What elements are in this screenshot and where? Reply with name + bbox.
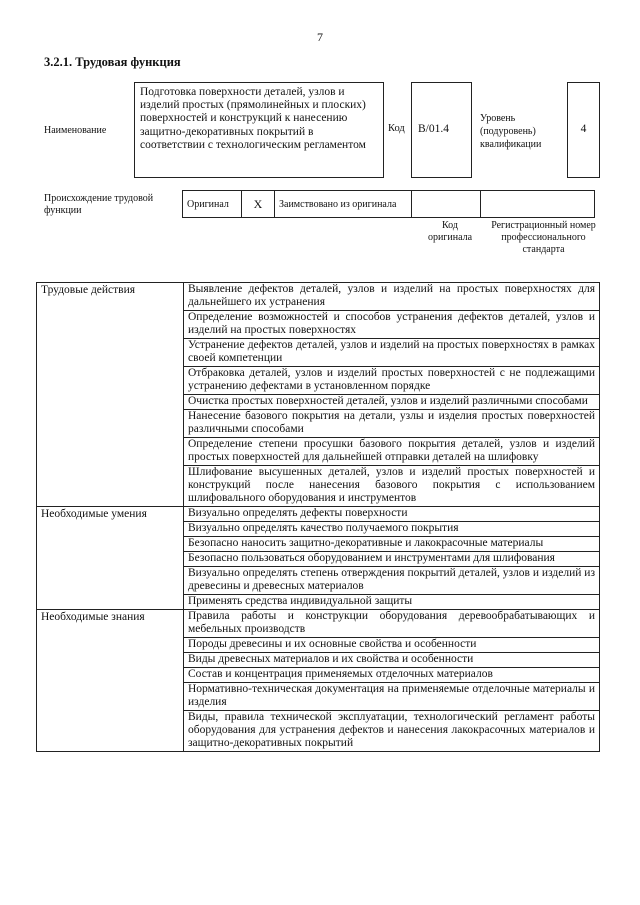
- caption-original-code: Код оригинала: [427, 220, 473, 243]
- caption-registration-number: Регистрационный номер профессионального стандарта: [491, 220, 596, 255]
- origin-label-text: Происхождение трудовой функции: [44, 193, 154, 216]
- name-label: Наименование: [44, 125, 107, 136]
- level-label: [480, 112, 558, 151]
- function-content-table: [36, 282, 600, 752]
- borrowed-label-cell: Заимствовано из оригинала: [275, 191, 412, 218]
- section-item-cell: Применять средства индивидуальной защиты: [184, 595, 600, 610]
- section-item-cell: Нанесение базового покрытия на детали, узлы и изделия простых поверхностей различными способами: [184, 410, 600, 438]
- section-title-cell: Необходимые знания: [37, 610, 184, 752]
- section-item-cell: Очистка простых поверхностей деталей, узлов и изделий различными способами: [184, 395, 600, 410]
- table-row: [37, 507, 600, 522]
- function-content-body: [37, 283, 600, 752]
- original-label-cell: Оригинал: [183, 191, 242, 218]
- section-item-cell: Виды древесных материалов и их свойства и особенности: [184, 653, 600, 668]
- section-item-cell: Правила работы и конструкции оборудования деревообрабатывающих и мебельных производств: [184, 610, 600, 638]
- section-title: 3.2.1. Трудовая функция: [44, 55, 181, 69]
- section-item-cell: Выявление дефектов деталей, узлов и изделий на простых поверхностях для дальнейшего их устранения: [184, 283, 600, 311]
- section-item-cell: Виды, правила технической эксплуатации, технологический регламент работы оборудования для устранения дефектов и нанесения лакокрасочных материалов и защитно-декоративных покрытий: [184, 711, 600, 752]
- level-value-box: 4: [567, 82, 600, 178]
- section-title-cell: Необходимые умения: [37, 507, 184, 610]
- section-item-cell: Состав и концентрация применяемых отделочных материалов: [184, 668, 600, 683]
- function-name-box: Подготовка поверхности деталей, узлов и изделий простых (прямолинейных и плоских) поверхностей и конструкций к нанесению защитно-декоративных покрытий в соответствии с технологическим регламентом: [134, 82, 384, 178]
- page-number: 7: [317, 30, 323, 44]
- table-row: [37, 283, 600, 311]
- section-item-cell: Устранение дефектов деталей, узлов и изделий на простых поверхностях в рамках своей компетенции: [184, 339, 600, 367]
- code-value-box: В/01.4: [411, 82, 472, 178]
- section-item-cell: Породы древесины и их основные свойства и особенности: [184, 638, 600, 653]
- section-item-cell: Определение степени просушки базового покрытия деталей, узлов и изделий простых поверхностей для дальнейшей отправки деталей на шлифовку: [184, 438, 600, 466]
- origin-table: [182, 190, 595, 218]
- section-item-cell: Безопасно пользоваться оборудованием и инструментами для шлифования: [184, 552, 600, 567]
- table-row: [37, 610, 600, 638]
- section-item-cell: Нормативно-техническая документация на применяемые отделочные материалы и изделия: [184, 683, 600, 711]
- section-item-cell: Визуально определять качество получаемого покрытия: [184, 522, 600, 537]
- section-item-cell: Шлифование высушенных деталей, узлов и изделий простых поверхностей и конструкций после нанесения базового покрытия с использованием шлифовального оборудования и инструментов: [184, 466, 600, 507]
- section-item-cell: Определение возможностей и способов устранения дефектов деталей, узлов и изделий на простых поверхностях: [184, 311, 600, 339]
- origin-label: [44, 193, 172, 217]
- code-label: Код: [388, 123, 405, 134]
- original-code-cell: [412, 191, 481, 218]
- original-mark-cell: X: [242, 191, 275, 218]
- level-label-text: Уровень (подуровень) квалификации: [480, 113, 542, 150]
- section-item-cell: Визуально определять дефекты поверхности: [184, 507, 600, 522]
- section-item-cell: Отбраковка деталей, узлов и изделий простых поверхностей с не подлежащими устранению дефектами в установленном порядке: [184, 367, 600, 395]
- registration-number-cell: [481, 191, 595, 218]
- section-title-cell: Трудовые действия: [37, 283, 184, 507]
- section-item-cell: Безопасно наносить защитно-декоративные и лакокрасочные материалы: [184, 537, 600, 552]
- section-item-cell: Визуально определять степень отверждения покрытий деталей, узлов и изделий из древесины и древесных материалов: [184, 567, 600, 595]
